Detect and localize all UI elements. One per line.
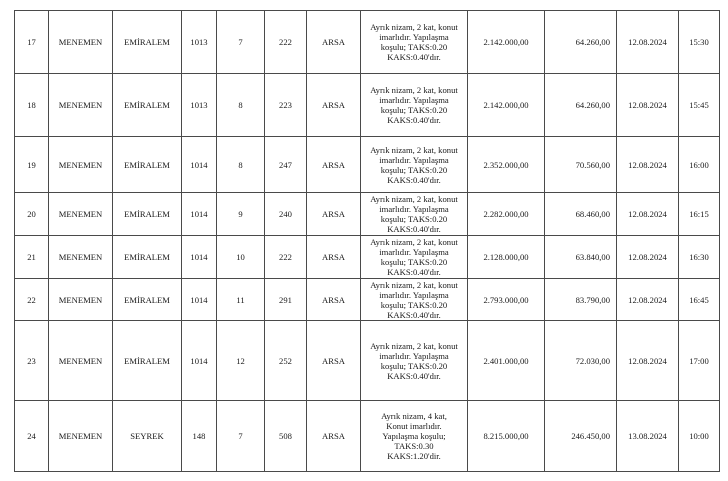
neighborhood-cell: EMİRALEM (113, 279, 182, 321)
deposit-cell: 64.260,00 (545, 11, 617, 74)
parcel-cell: 11 (217, 279, 265, 321)
time-cell: 15:30 (679, 11, 720, 74)
block-cell: 1014 (182, 236, 217, 279)
district-cell: MENEMEN (49, 11, 113, 74)
zoning-description-cell: Ayrık nizam, 2 kat, konut imarlıdır. Yapılaşma koşulu; TAKS:0.20 KAKS:0.40'dır. (361, 236, 468, 279)
parcel-cell: 7 (217, 11, 265, 74)
district-cell: MENEMEN (49, 236, 113, 279)
neighborhood-cell: EMİRALEM (113, 137, 182, 193)
block-cell: 1014 (182, 193, 217, 236)
price-cell: 2.282.000,00 (468, 193, 545, 236)
row-number: 21 (15, 236, 49, 279)
table-row (15, 279, 720, 321)
row-number: 23 (15, 321, 49, 401)
block-cell: 1013 (182, 74, 217, 137)
date-cell: 12.08.2024 (617, 193, 679, 236)
price-cell: 2.352.000,00 (468, 137, 545, 193)
price-cell: 2.793.000,00 (468, 279, 545, 321)
deposit-cell: 246.450,00 (545, 401, 617, 472)
date-cell: 12.08.2024 (617, 11, 679, 74)
area-cell: 222 (265, 11, 307, 74)
row-number: 22 (15, 279, 49, 321)
price-cell: 2.142.000,00 (468, 11, 545, 74)
price-cell: 2.401.000,00 (468, 321, 545, 401)
type-cell: ARSA (307, 401, 361, 472)
parcel-cell: 12 (217, 321, 265, 401)
row-number: 24 (15, 401, 49, 472)
deposit-cell: 64.260,00 (545, 74, 617, 137)
parcel-cell: 7 (217, 401, 265, 472)
zoning-description-cell: Ayrık nizam, 2 kat, konut imarlıdır. Yapılaşma koşulu; TAKS:0.20 KAKS:0.40'dır. (361, 321, 468, 401)
date-cell: 12.08.2024 (617, 236, 679, 279)
neighborhood-cell: EMİRALEM (113, 321, 182, 401)
table-row (15, 74, 720, 137)
zoning-description-cell: Ayrık nizam, 2 kat, konut imarlıdır. Yapılaşma koşulu; TAKS:0.20 KAKS:0.40'dır. (361, 74, 468, 137)
neighborhood-cell: EMİRALEM (113, 11, 182, 74)
type-cell: ARSA (307, 11, 361, 74)
parcel-cell: 10 (217, 236, 265, 279)
type-cell: ARSA (307, 193, 361, 236)
date-cell: 12.08.2024 (617, 137, 679, 193)
neighborhood-cell: EMİRALEM (113, 193, 182, 236)
row-number: 17 (15, 11, 49, 74)
date-cell: 12.08.2024 (617, 74, 679, 137)
area-cell: 247 (265, 137, 307, 193)
type-cell: ARSA (307, 279, 361, 321)
neighborhood-cell: SEYREK (113, 401, 182, 472)
parcel-cell: 8 (217, 74, 265, 137)
zoning-description-cell: Ayrık nizam, 2 kat, konut imarlıdır. Yapılaşma koşulu; TAKS:0.20 KAKS:0.40'dır. (361, 11, 468, 74)
price-cell: 2.128.000,00 (468, 236, 545, 279)
time-cell: 16:30 (679, 236, 720, 279)
type-cell: ARSA (307, 321, 361, 401)
district-cell: MENEMEN (49, 193, 113, 236)
time-cell: 16:15 (679, 193, 720, 236)
district-cell: MENEMEN (49, 74, 113, 137)
district-cell: MENEMEN (49, 401, 113, 472)
time-cell: 16:00 (679, 137, 720, 193)
district-cell: MENEMEN (49, 279, 113, 321)
time-cell: 17:00 (679, 321, 720, 401)
deposit-cell: 83.790,00 (545, 279, 617, 321)
date-cell: 13.08.2024 (617, 401, 679, 472)
district-cell: MENEMEN (49, 137, 113, 193)
block-cell: 1014 (182, 321, 217, 401)
table-row (15, 193, 720, 236)
block-cell: 1014 (182, 279, 217, 321)
zoning-description-cell: Ayrık nizam, 2 kat, konut imarlıdır. Yapılaşma koşulu; TAKS:0.20 KAKS:0.40'dır. (361, 137, 468, 193)
time-cell: 15:45 (679, 74, 720, 137)
deposit-cell: 72.030,00 (545, 321, 617, 401)
row-number: 19 (15, 137, 49, 193)
date-cell: 12.08.2024 (617, 321, 679, 401)
area-cell: 223 (265, 74, 307, 137)
zoning-description-cell: Ayrık nizam, 2 kat, konut imarlıdır. Yapılaşma koşulu; TAKS:0.20 KAKS:0.40'dır. (361, 193, 468, 236)
area-cell: 252 (265, 321, 307, 401)
type-cell: ARSA (307, 137, 361, 193)
area-cell: 240 (265, 193, 307, 236)
time-cell: 10:00 (679, 401, 720, 472)
block-cell: 1014 (182, 137, 217, 193)
date-cell: 12.08.2024 (617, 279, 679, 321)
deposit-cell: 68.460,00 (545, 193, 617, 236)
auction-parcel-table (14, 10, 720, 472)
zoning-description-cell: Ayrık nizam, 4 kat, Konut imarlıdır. Yapılaşma koşulu; TAKS:0.30 KAKS:1.20'dir. (361, 401, 468, 472)
row-number: 20 (15, 193, 49, 236)
area-cell: 222 (265, 236, 307, 279)
table-row (15, 321, 720, 401)
table-row (15, 137, 720, 193)
parcel-cell: 9 (217, 193, 265, 236)
price-cell: 8.215.000,00 (468, 401, 545, 472)
table-row (15, 236, 720, 279)
neighborhood-cell: EMİRALEM (113, 236, 182, 279)
time-cell: 16:45 (679, 279, 720, 321)
neighborhood-cell: EMİRALEM (113, 74, 182, 137)
deposit-cell: 63.840,00 (545, 236, 617, 279)
price-cell: 2.142.000,00 (468, 74, 545, 137)
area-cell: 291 (265, 279, 307, 321)
district-cell: MENEMEN (49, 321, 113, 401)
deposit-cell: 70.560,00 (545, 137, 617, 193)
zoning-description-cell: Ayrık nizam, 2 kat, konut imarlıdır. Yapılaşma koşulu; TAKS:0.20 KAKS:0.40'dır. (361, 279, 468, 321)
block-cell: 148 (182, 401, 217, 472)
parcel-cell: 8 (217, 137, 265, 193)
block-cell: 1013 (182, 11, 217, 74)
table-row (15, 11, 720, 74)
table-row (15, 401, 720, 472)
area-cell: 508 (265, 401, 307, 472)
type-cell: ARSA (307, 74, 361, 137)
type-cell: ARSA (307, 236, 361, 279)
row-number: 18 (15, 74, 49, 137)
